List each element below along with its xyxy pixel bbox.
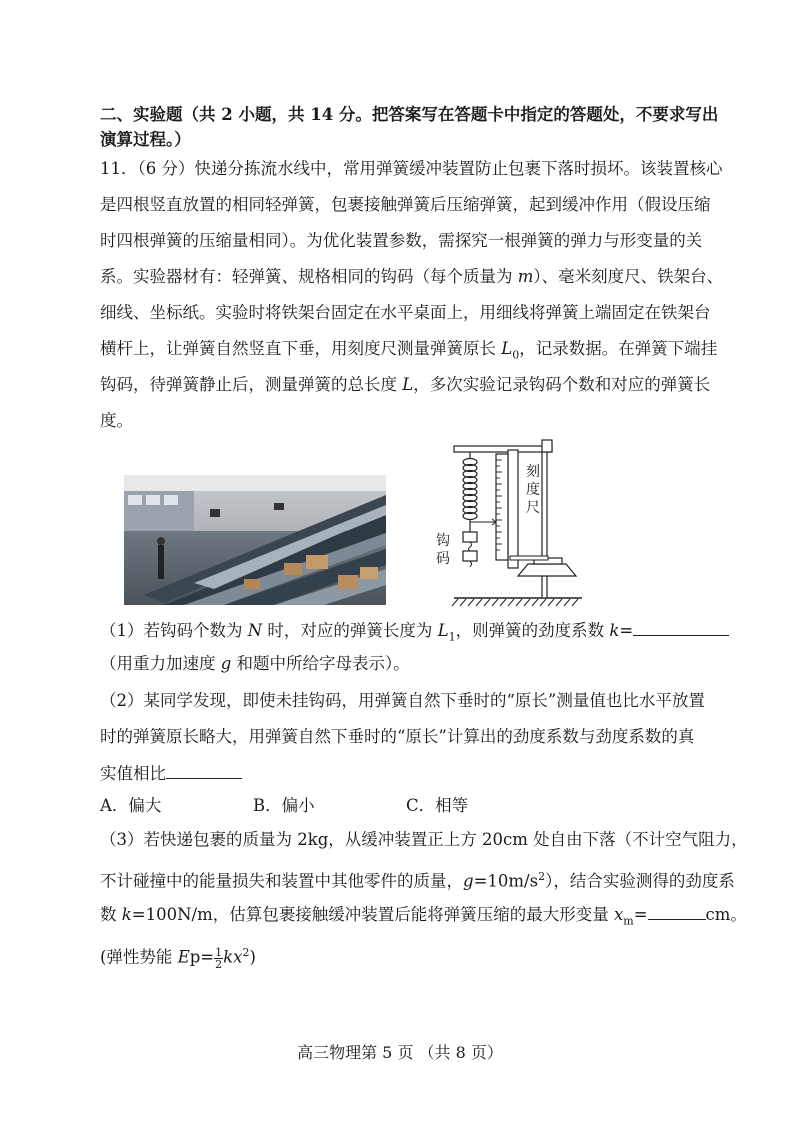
section-heading-line2: 演算过程。） <box>100 130 191 149</box>
question-line <box>100 158 723 180</box>
p3-text: cm。 <box>705 905 747 924</box>
q-var-L: L <box>501 339 513 358</box>
fraction-half <box>214 947 223 970</box>
p3-var-E: E <box>177 947 190 967</box>
q-text: ，记录数据。在弹簧下端挂 <box>519 339 718 358</box>
p3-var-x: x <box>613 905 624 924</box>
p3-text: （3）若快递包裹的质量为 2kg，从缓冲装置正上方 20cm 处自由下落（不计空气阻力， <box>100 830 748 849</box>
p1-var-g: g <box>220 654 232 673</box>
answer-blank-3[interactable] <box>648 903 706 920</box>
q-text: 时四根弹簧的压缩量相同）。为优化装置参数，需探究一根弹簧的弹力与形变量的关 <box>100 231 703 250</box>
p1-text: （用重力加速度 <box>100 654 221 673</box>
question-line <box>100 338 718 366</box>
ruler-label-1: 刻 <box>526 464 540 480</box>
p1-text: = <box>619 621 634 640</box>
part2-line1 <box>100 690 705 712</box>
p3-var-g: g <box>463 871 474 891</box>
part2-line3 <box>100 762 700 785</box>
page-footer: 高三物理第 5 页 （共 8 页） <box>297 1043 503 1062</box>
p3-text: =10m/s <box>473 871 539 891</box>
q-text: 钩码，待弹簧静止后，测量弹簧的总长度 <box>100 375 403 394</box>
section-heading-2 <box>100 129 700 151</box>
answer-blank-2[interactable] <box>166 762 242 779</box>
part1-line1 <box>100 619 700 648</box>
part3-note <box>100 942 700 970</box>
part3-line1 <box>100 829 748 851</box>
spring-apparatus-diagram <box>430 436 600 608</box>
part3-line2 <box>100 866 735 893</box>
question-line <box>100 410 700 432</box>
q-text: ，多次实验记录钩码个数和对应的弹簧长 <box>413 375 711 394</box>
p3-var-kx: kx <box>223 947 243 967</box>
part2-line2 <box>100 726 700 748</box>
part1-line2 <box>100 653 700 675</box>
q-sub-0: 0 <box>512 348 520 362</box>
p3-text: 数 <box>100 905 122 924</box>
p1-var-N: N <box>247 621 263 640</box>
ruler-label-2: 度 <box>526 482 540 498</box>
q-text: 横杆上，让弹簧自然竖直下垂，用刻度尺测量弹簧原长 <box>100 339 502 358</box>
q-text: ）、毫米刻度尺、铁架台、 <box>533 267 724 286</box>
q-text: 度。 <box>100 411 133 430</box>
part3-line3 <box>100 903 747 932</box>
question-line <box>100 194 711 216</box>
p3-sub-m: m <box>623 914 634 928</box>
p1-text: 时，对应的弹簧长度为 <box>262 621 438 640</box>
question-line <box>100 266 724 288</box>
p3-var-k: k <box>121 905 132 924</box>
conveyor-photo <box>124 475 386 605</box>
weight-label-1: 钩 <box>436 533 450 549</box>
question-line <box>100 230 703 252</box>
apparatus-svg <box>430 436 600 608</box>
question-line <box>100 302 711 324</box>
p3-text: = <box>200 947 215 967</box>
p3-sub-p: p <box>189 947 201 967</box>
frac-num: 1 <box>215 945 223 959</box>
p1-text: 和题中所给字母表示）。 <box>231 654 410 673</box>
p3-sup-2b: 2 <box>242 946 250 959</box>
option-c[interactable]: C．相等 <box>406 796 469 815</box>
p3-text: ），结合实验测得的劲度系 <box>545 871 735 891</box>
q-text: 是四根竖直放置的相同轻弹簧，包裹接触弹簧后压缩弹簧，起到缓冲作用（假设压缩 <box>100 195 711 214</box>
p2-text: 时的弹簧原长略大，用弹簧自然下垂时的“原长”计算出的劲度系数与劲度系数的真 <box>100 727 695 746</box>
p2-text: （2）某同学发现，即使未挂钩码，用弹簧自然下垂时的“原长”测量值也比水平放置 <box>100 691 705 710</box>
p3-text: (弹性势能 <box>100 947 178 967</box>
weight-label-2: 码 <box>436 551 450 567</box>
answer-blank-1[interactable] <box>633 619 729 636</box>
p2-text: 实值相比 <box>100 764 166 783</box>
question-line <box>100 374 711 396</box>
frac-den: 2 <box>215 957 223 971</box>
p3-sup-2: 2 <box>538 870 546 883</box>
p1-text: （1）若钩码个数为 <box>100 621 248 640</box>
q-var-m: m <box>517 267 534 286</box>
p3-text: =100N/m，估算包裹接触缓冲装置后能将弹簧压缩的最大形变量 <box>131 905 614 924</box>
option-a[interactable]: A．偏大 <box>100 796 162 815</box>
p3-text: = <box>633 905 648 924</box>
p1-var-L: L <box>437 621 449 640</box>
p1-sub-1: 1 <box>448 630 456 644</box>
q-text: 11．（6 分）快递分拣流水线中，常用弹簧缓冲装置防止包裹下落时损坏。该装置核心 <box>100 159 723 178</box>
p1-text: ，则弹簧的劲度系数 <box>455 621 610 640</box>
ruler-label-3: 尺 <box>526 500 540 516</box>
p3-text: ) <box>249 947 256 967</box>
p3-text: 不计碰撞中的能量损失和装置中其他零件的质量， <box>100 871 463 891</box>
section-heading <box>100 104 719 126</box>
q-text: 系。实验器材有：轻弹簧、规格相同的钩码（每个质量为 <box>100 267 518 286</box>
p1-var-k: k <box>609 621 620 640</box>
option-b[interactable]: B．偏小 <box>253 796 315 815</box>
q-text: 细线、坐标纸。实验时将铁架台固定在水平桌面上，用细线将弹簧上端固定在铁架台 <box>100 303 711 322</box>
section-heading-line1: 二、实验题（共 2 小题，共 14 分。把答案写在答题卡中指定的答题处，不要求写出 <box>100 105 719 124</box>
q-var-L: L <box>402 375 414 394</box>
